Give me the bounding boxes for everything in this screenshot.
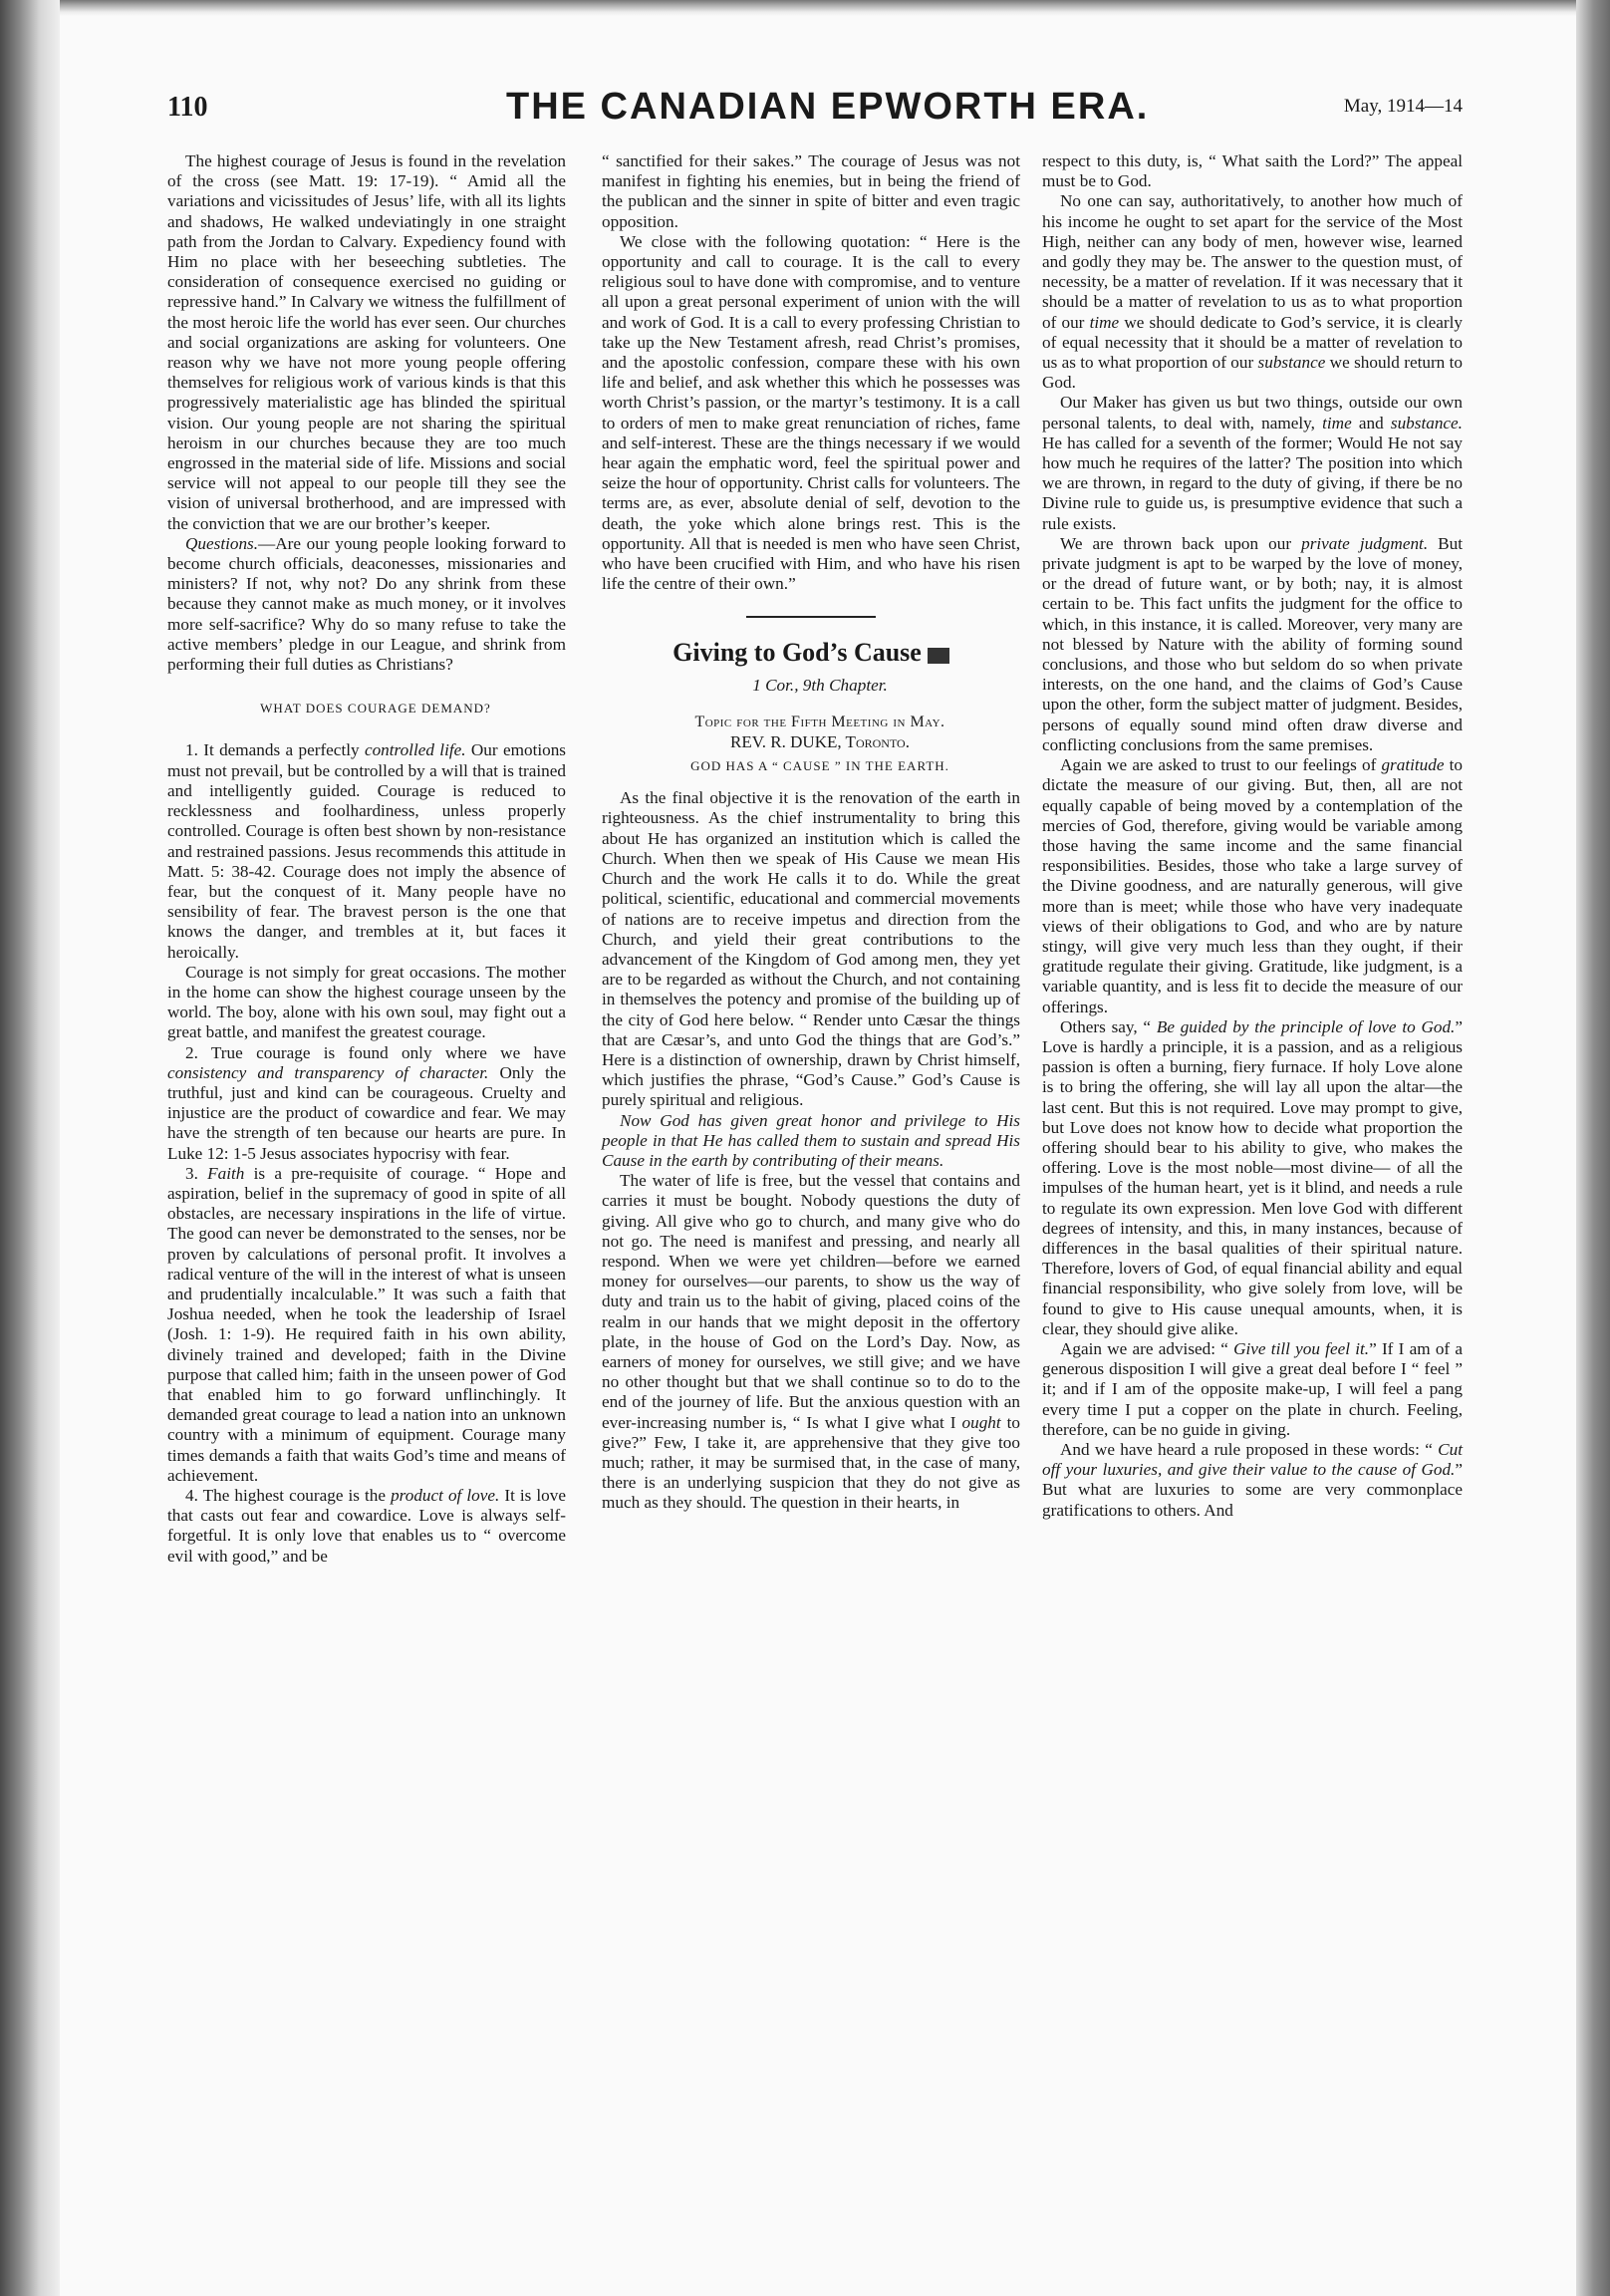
italic-run: substance xyxy=(1257,353,1326,373)
italic-run: gratitude xyxy=(1381,755,1445,775)
paragraph-mother: Courage is not simply for great occasions. The mother in the home can show the highest courage unseen by the world. The boy, alone with his own soul, may fight out a great battle, and manifest the greatest courage. xyxy=(167,962,566,1042)
section-divider xyxy=(746,616,876,618)
text-run: And we have heard a rule proposed in these words: “ xyxy=(1060,1440,1439,1459)
italic-run: substance. xyxy=(1390,413,1463,432)
text-run: 2. True courage is found only where we have xyxy=(185,1042,566,1062)
text-run: Others say, “ xyxy=(1060,1016,1157,1036)
text-run: 4. The highest courage is the xyxy=(185,1486,392,1505)
text-run: It is love that casts out fear and cowardice. Love is always self-forgetful. It is only love that enables us to “ overcome evil with good,” and be xyxy=(167,1486,566,1566)
text-run: Our Maker has given us but two things, outside our own personal talents, to deal with, namely, xyxy=(1042,393,1463,432)
article-heading xyxy=(602,638,1020,668)
page-number: 110 xyxy=(167,92,208,123)
paragraph-water-of-life xyxy=(602,1171,1020,1513)
article-title: Giving to God’s Cause xyxy=(672,638,922,668)
text-run: No one can say, authoritatively, to another how much of his income he ought to set apart for the service of the Most High, neither can any body of men, however wise, learned and godly they may be. The answer to the question must, of necessity, be a matter of revelation. If it was necessary that it should be a matter of revelation to us as to what proportion of our xyxy=(1042,191,1463,332)
paragraph-gratitude xyxy=(1042,755,1463,1017)
italic-run: Cut off your luxuries, and give their value to the cause of God. xyxy=(1042,1440,1463,1480)
text-run: to give?” Few, I take it, are apprehensive that they give too much; rather, it may be surmised that, in the case of many, there is an underlying suspicion that they do not give as much as they should. The question in their hearts, in xyxy=(602,1412,1020,1513)
text-run: ” But what are luxuries to some are very commonplace gratifications to others. And xyxy=(1042,1460,1463,1520)
paper-top-edge xyxy=(60,0,1582,16)
paragraph-cut-off-luxuries xyxy=(1042,1440,1463,1521)
text-run: and xyxy=(1351,413,1391,432)
italic-run: private judgment. xyxy=(1301,533,1429,553)
questions-label: Questions. xyxy=(185,533,259,553)
paragraph-private-judgment xyxy=(1042,534,1463,755)
text-run: Only the truthful, just and kind can be courageous. Cruelty and injustice are the product of cowardice and fear. We may have the strength of ten because our hearts are pure. In Luke 12: 1-5 Jesus associates hypocrisy with fear. xyxy=(167,1062,566,1163)
paragraph-give-till-you-feel xyxy=(1042,1339,1463,1440)
scripture-reference: 1 Cor., 9th Chapter. xyxy=(752,676,888,696)
text-run: He has called for a seventh of the former; Would He not say how much he requires of the latter? The position into which we are thrown, in regard to the duty of giving, if there be no Divine rule to guide us, is presumptive evidence that such a rule exists. xyxy=(1042,432,1463,533)
italic-run: time xyxy=(1322,413,1352,432)
topic-line: Topic for the Fifth Meeting in May. xyxy=(694,713,945,730)
magazine-title: THE CANADIAN EPWORTH ERA. xyxy=(506,86,1150,128)
author-byline: REV. R. DUKE, Toronto. xyxy=(730,731,910,751)
column-middle xyxy=(602,151,1020,1514)
text-run: But private judgment is apt to be warped by the love of money, or the dread of future want, or by both; nay, it is almost certain to be. This fact unfits the judgment for the office to which, in this instance, it is called. Moreover, very many are not blessed by Nature with the ability of forming sound conclusions, and those who but seldom do so when private interests, on the one hand, and the claims of God’s Cause upon the other, form the subject matter of judgment. Besides, persons of equally sound mind often draw diverse and conflicting conclusions from the same premises. xyxy=(1042,533,1463,754)
italic-run: Be guided by the principle of love to God. xyxy=(1156,1016,1456,1036)
paragraph-demand-1 xyxy=(167,740,566,962)
italic-run: ought xyxy=(961,1412,1001,1432)
text-run: 1. It demands a perfectly xyxy=(185,740,365,760)
subheading-courage-demand: WHAT DOES COURAGE DEMAND? xyxy=(260,701,491,717)
paragraph-final-objective: As the final objective it is the renovation of the earth in righteousness. As the chief instrumentality to bring this about He has organized an institution which is called the Church. When then we speak of His Cause we mean His Church and the work He calls it to do. While the great political, scientific, educational and commercial movements of nations are to receive impetus and direction from the Church, and yield their great contributions to the advancement of the Kingdom of God among men, they yet are to be regarded as without the Church, and not containing in themselves the potency and promise of the building up of the city of God here below. “ Render unto Cæsar the things that are Cæsar’s, and unto God the things that are God’s.” Here is a distinction of ownership, drawn by Christ himself, which justifies the phrase, “God’s Cause.” God’s Cause is purely spiritual and religious. xyxy=(602,788,1020,1110)
paragraph-sanctified: “ sanctified for their sakes.” The courage of Jesus was not manifest in fighting his enemies, but in being the friend of the publican and the sinner in spite of bitter and even tragic opposition. xyxy=(602,151,1020,231)
paragraph-great-honor: Now God has given great honor and privilege to His people in that He has called them to sustain and spread His Cause in the earth by contributing of their means. xyxy=(602,1110,1020,1170)
text-run: ” If I am of a generous disposition I will give a great deal before I “ feel ” it; and if I am of the opposite make-up, I will feel a pang every time I put a copper on the plate in church. Feeling, therefore, can be no guide in giving. xyxy=(1042,1338,1463,1439)
text-run: Our emotions must not prevail, but be controlled by a will that is trained and intelligently guided. Courage is reduced to recklessness and foolhardiness, unless properly controlled. Courage is often best shown by non-resistance and restrained passions. Jesus recommends this attitude in Matt. 5: 38-42. Courage does not imply the absence of fear, but the conquest of it. Many people have no sensibility of fear. The bravest person is the one that knows the danger, and trembles at it, but faces it heroically. xyxy=(167,740,566,962)
italic-run: Faith xyxy=(207,1163,245,1183)
paragraph-saith-the-lord: respect to this duty, is, “ What saith the Lord?” The appeal must be to God. xyxy=(1042,151,1463,191)
italic-run: controlled life. xyxy=(364,740,466,760)
italic-run: consistency and transparency of character. xyxy=(167,1062,489,1082)
page-edge-shadow xyxy=(1576,0,1610,2296)
text-run: we should dedicate to God’s service, it is clearly of equal necessity that it should be a matter of revelation to us as to what proportion of our xyxy=(1042,312,1464,373)
italic-run: product of love. xyxy=(391,1486,500,1505)
paragraph-highest-courage: The highest courage of Jesus is found in the revelation of the cross (see Matt. 19: 17-19). “ Amid all the variations and vicissitudes of Jesus’ life, with all its lights and shadows, He walked undeviatingly in one straight path from the Jordan to Calvary. Expediency found with Him no place with her beseeching subtleties. The consideration of consequence exercised no guiding or repressive hand.” In Calvary we witness the fulfillment of the most heroic life the world has ever seen. Our churches and social organizations are asking for volunteers. One reason why we have not more young people offering themselves for religious work of various kinds is that this progressively materialistic age has blinded the spiritual vision. Our young people are not sharing the spiritual heroism in our churches because they are too much engrossed in the material side of life. Missions and social service will not appeal to our people till they see the vision of universal brotherhood, and are impressed with the conviction that we are our brother’s keeper. xyxy=(167,151,566,533)
text-run: We are thrown back upon our xyxy=(1060,533,1302,553)
text-run: we should return to God. xyxy=(1042,353,1463,393)
ornament-icon xyxy=(928,648,949,664)
paragraph-principle-of-love xyxy=(1042,1017,1463,1339)
paragraph-demand-4 xyxy=(167,1486,566,1567)
column-left xyxy=(167,151,566,1567)
paragraph-our-maker xyxy=(1042,393,1463,533)
paragraph-demand-3 xyxy=(167,1164,566,1486)
column-right xyxy=(1042,151,1463,1521)
text-run: is a pre-requisite of courage. “ Hope and aspiration, belief in the supremacy of good in spite of all obstacles, are necessary inspirations in the life of virtue. The good can never be demonstrated to the senses, nor be proven by calculations of personal profit. It involves a radical venture of the will in the interest of what is unseen and prudentially incalculable.” It was such a faith that Joshua needed, when he took the leadership of Israel (Josh. 1: 1-9). He required faith in his own ability, divinely trained and developed; faith in the Divine purpose that called him; faith in the unseen power of God that enabled him to go forward unflinchingly. It demanded great courage to lead a nation into an unknown country with a minimum of equipment. Courage many times demands a faith that waits God’s time and means of achievement. xyxy=(167,1163,566,1485)
paragraph-closing-quotation: We close with the following quotation: “ Here is the opportunity and call to courage. It is the call to every religious soul to have done with compromise, and to venture all upon a great personal experiment of union with the will and work of God. It is a call to every professing Christian to take up the New Testament afresh, read Christ’s promises, and the apostolic confession, compare these with his own life and belief, and ask whether this which he possesses was worth Christ’s passion, or the martyr’s testimony. It is a call to orders of men to make great renunciation of riches, fame and self-interest. These are the things necessary if we would hear again the emphatic word, feel the spiritual power and seize the hour of opportunity. Christ calls for volunteers. The terms are, as ever, absolute denial of self, devotion to the death, the yoke which alone brings rest. This is the opportunity. All that is needed is men who have seen Christ, who have been crucified with Him, and who have his risen life the centre of their own.” xyxy=(602,231,1020,594)
paragraph-no-one-can-say xyxy=(1042,191,1463,393)
subheading-god-cause: GOD HAS A “ CAUSE ” IN THE EARTH. xyxy=(690,758,949,774)
italic-run: time xyxy=(1089,312,1120,332)
questions-text: —Are our young people looking forward to become church officials, deaconesses, missionaries and ministers? If not, why not? Do any shrink from these because they cannot make as much money, or it involves more self-sacrifice? Why do so many refuse to take the active members’ pledge in our League, and shrink from performing their full duties as Christians? xyxy=(167,533,566,675)
text-run: ” Love is hardly a principle, it is a passion, and as a religious passion is often a burning, fiery furnace. If holy Love alone is to bring the offering, she will lay all upon the altar—the last cent. But this is not required. Love may prompt to give, but Love does not know how to decide what proportion the offering should bear to his ability to give, who makes the offering. Love is the most noble—most divine— of all the impulses of the human heart, yet is it blind, and needs a rule to regulate its own expression. Men love God with different degrees of intensity, and this, in many instances, because of differences in the basal qualities of their spiritual nature. Therefore, lovers of God, of equal financial ability and equal financial responsibility, who give solely from love, will be found to give to His cause unequal amounts, when, it is clear, they should give alike. xyxy=(1042,1016,1463,1338)
italic-run: Give till you feel it. xyxy=(1233,1338,1370,1358)
text-run: 3. xyxy=(185,1163,208,1183)
issue-date: May, 1914—14 xyxy=(1343,96,1463,117)
text-run: The water of life is free, but the vessel that contains and carries it must be bought. Nobody questions the duty of giving. All give who go to church, and many give who do not go. The need is manifest and pressing, and nearly all respond. When we were yet children—before we earned money for ourselves—our parents, to show us the way of duty and train us to the habit of giving, placed coins of the realm in our hands that we might deposit in the offertory plate, in the house of God on the Lord’s Day. Now, as earners of money for ourselves, we still give; and we have no other thought but that we shall continue so to do to the end of the journey of life. But the anxious question with an ever-increasing number is, “ Is what I give what I xyxy=(602,1171,1020,1432)
text-run: Again we are asked to trust to our feelings of xyxy=(1060,755,1382,775)
paragraph-questions xyxy=(167,534,566,675)
magazine-page xyxy=(167,88,1463,2240)
text-run: Again we are advised: “ xyxy=(1060,1338,1234,1358)
paragraph-demand-2 xyxy=(167,1043,566,1164)
text-run: to dictate the measure of our giving. But, then, all are not equally capable of being moved by a contemplation of the mercies of God, therefore, giving would be variable among those having the same income and the same financial responsibilities. Besides, those who take a large survey of the Divine goodness, and are naturally generous, will give more than is meet; while those who have very inadequate views of their obligations to God, and who are by nature stingy, will give very much less than they ought, if their gratitude regulate their giving. Gratitude, like judgment, is a variable quantity, and is less fit to decide the measure of our offerings. xyxy=(1042,755,1463,1016)
running-header xyxy=(167,88,1463,128)
